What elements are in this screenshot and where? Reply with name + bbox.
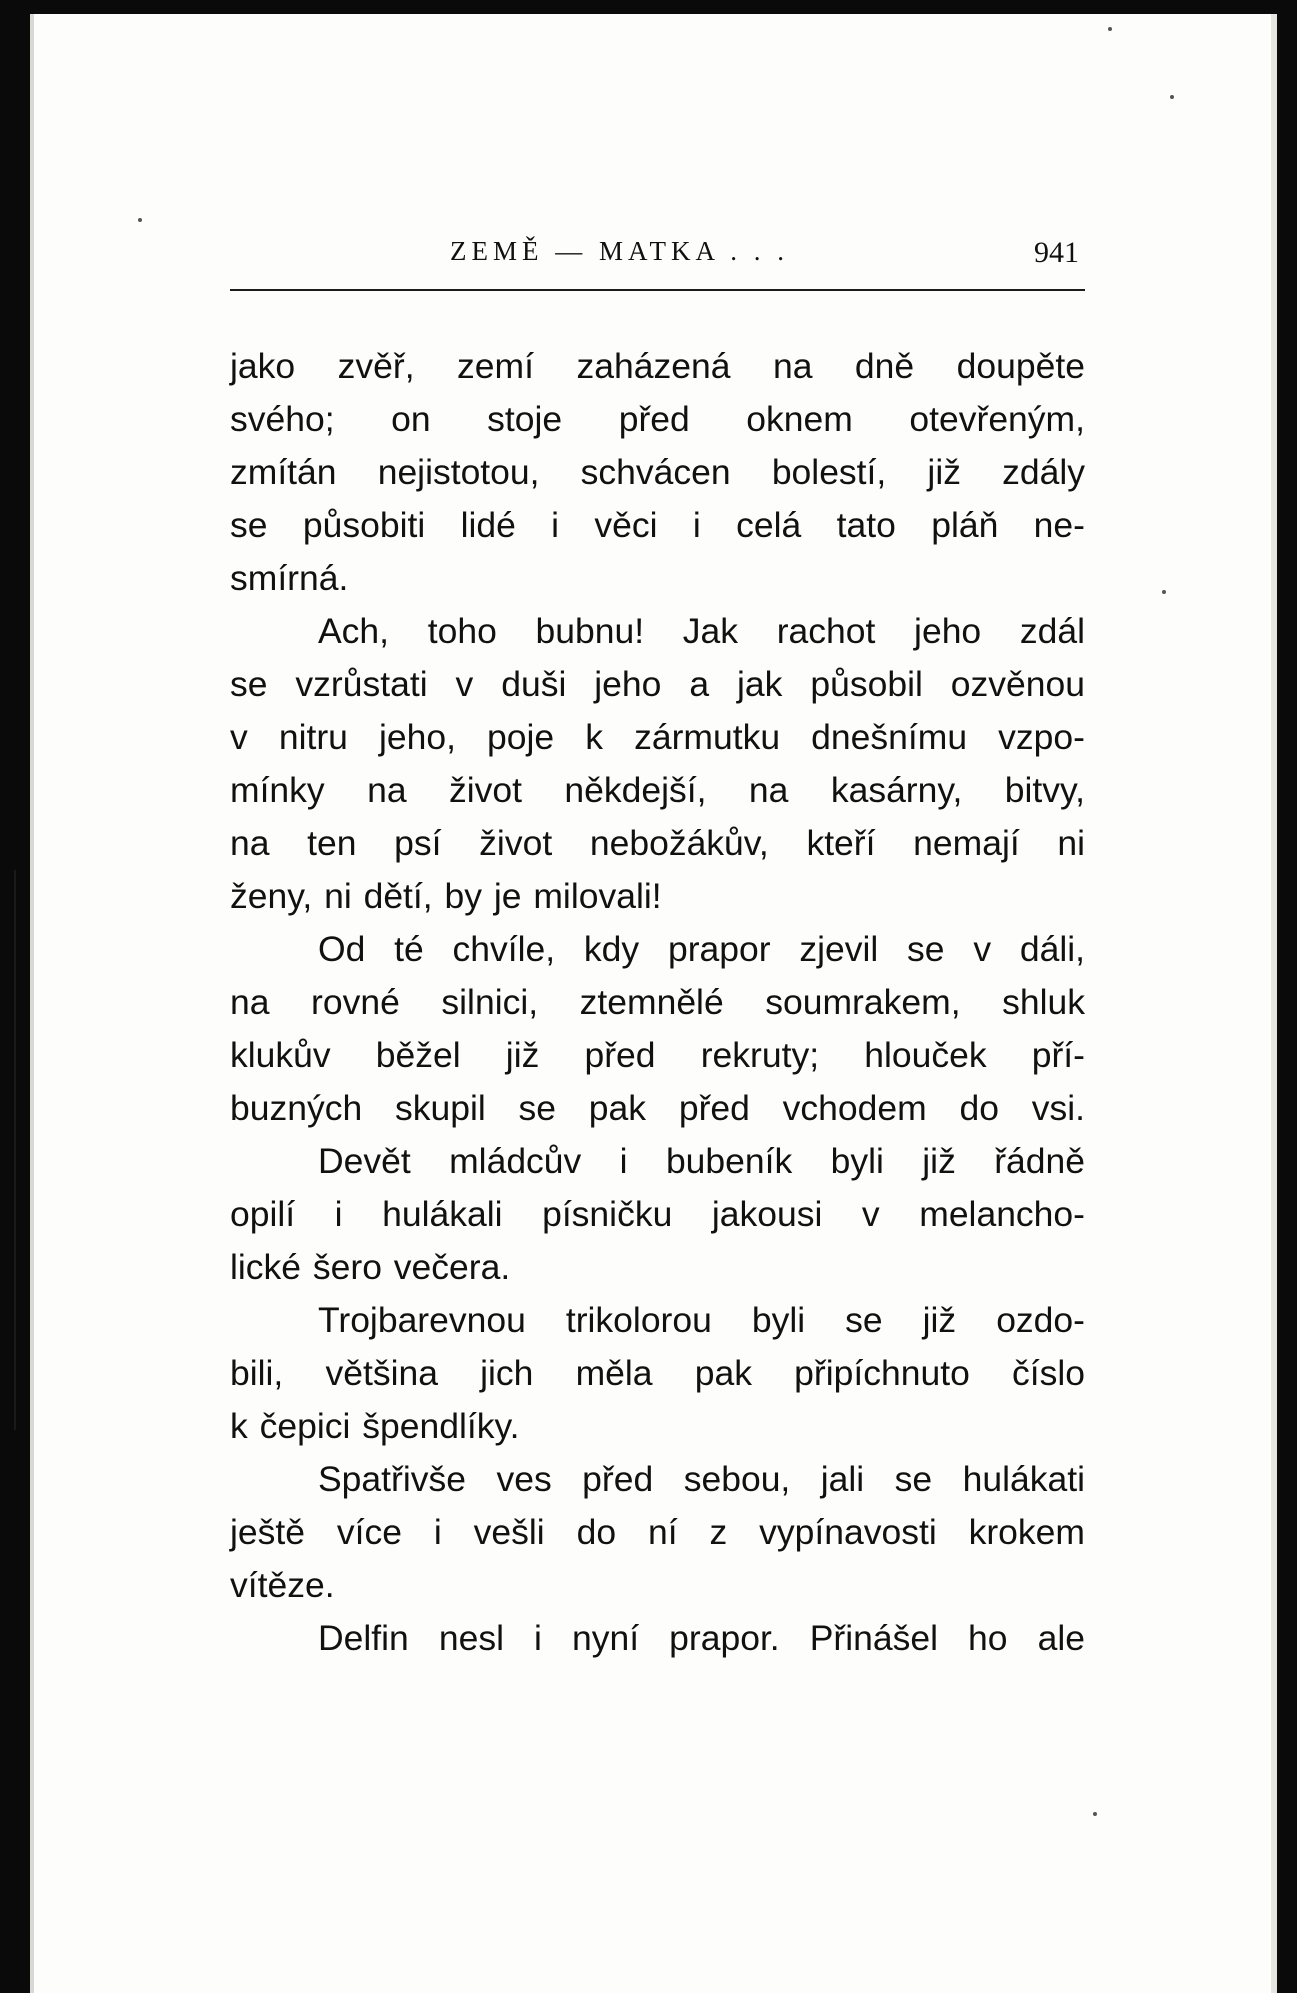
dust-speck	[1162, 590, 1166, 594]
text-line: zmítán nejistotou, schvácen bolestí, již zdály	[230, 452, 1085, 492]
scan-edge-right	[1277, 0, 1297, 1993]
text-line: se vzrůstati v duši jeho a jak působil ozvěnou	[230, 664, 1085, 704]
text-line: bili, většina jich měla pak připíchnuto číslo	[230, 1353, 1085, 1393]
dust-speck	[138, 218, 142, 222]
paragraph-first-line: Od té chvíle, kdy prapor zjevil se v dáli,	[318, 929, 1085, 969]
body-text	[230, 340, 1085, 1665]
paragraph-first-line: Trojbarevnou trikolorou byli se již ozdo-	[318, 1300, 1085, 1340]
text-line: na rovné silnici, ztemnělé soumrakem, shluk	[230, 982, 1085, 1022]
text-line: vítěze.	[230, 1565, 335, 1605]
paragraph-first-line: Delfin nesl i nyní prapor. Přinášel ho ale	[318, 1618, 1085, 1658]
text-line: buzných skupil se pak před vchodem do vsi.	[230, 1088, 1085, 1128]
text-line: na ten psí život nebožákův, kteří nemají ni	[230, 823, 1085, 863]
binding-mark	[14, 870, 16, 1430]
text-line: svého; on stoje před oknem otevřeným,	[230, 399, 1085, 439]
text-line: mínky na život někdejší, na kasárny, bitvy,	[230, 770, 1085, 810]
book-page	[230, 230, 1085, 1665]
header-rule	[230, 289, 1085, 291]
text-line: smírná.	[230, 558, 349, 598]
dust-speck	[1093, 1812, 1097, 1816]
dust-speck	[1108, 27, 1112, 31]
scan-edge-right-inner	[1271, 14, 1277, 1993]
running-head	[230, 230, 1085, 292]
paragraph-first-line: Ach, toho bubnu! Jak rachot jeho zdál	[318, 611, 1085, 651]
running-title: ZEMĚ — MATKA . . .	[450, 236, 789, 266]
text-line: k čepici špendlíky.	[230, 1406, 520, 1446]
text-line: ještě více i vešli do ní z vypínavosti krokem	[230, 1512, 1085, 1552]
text-line: se působiti lidé i věci i celá tato pláň ne-	[230, 505, 1085, 545]
scan-edge-left	[0, 0, 30, 1993]
text-line: v nitru jeho, poje k zármutku dnešnímu vzpo-	[230, 717, 1085, 757]
text-line: lické šero večera.	[230, 1247, 511, 1287]
paragraph-first-line: Devět mládcův i bubeník byli již řádně	[318, 1141, 1085, 1181]
text-line: opilí i hulákali písničku jakousi v melancho-	[230, 1194, 1085, 1234]
paragraph-first-line: Spatřivše ves před sebou, jali se hulákati	[318, 1459, 1085, 1499]
text-line: klukův běžel již před rekruty; hlouček pří-	[230, 1035, 1085, 1075]
dust-speck	[1170, 95, 1174, 99]
scan-edge-left-inner	[30, 14, 34, 1993]
scan-edge-top	[0, 0, 1297, 14]
text-line: jako zvěř, zemí zaházená na dně doupěte	[230, 346, 1085, 386]
page-number: 941	[1034, 236, 1079, 269]
text-line: ženy, ni dětí, by je milovali!	[230, 876, 662, 916]
